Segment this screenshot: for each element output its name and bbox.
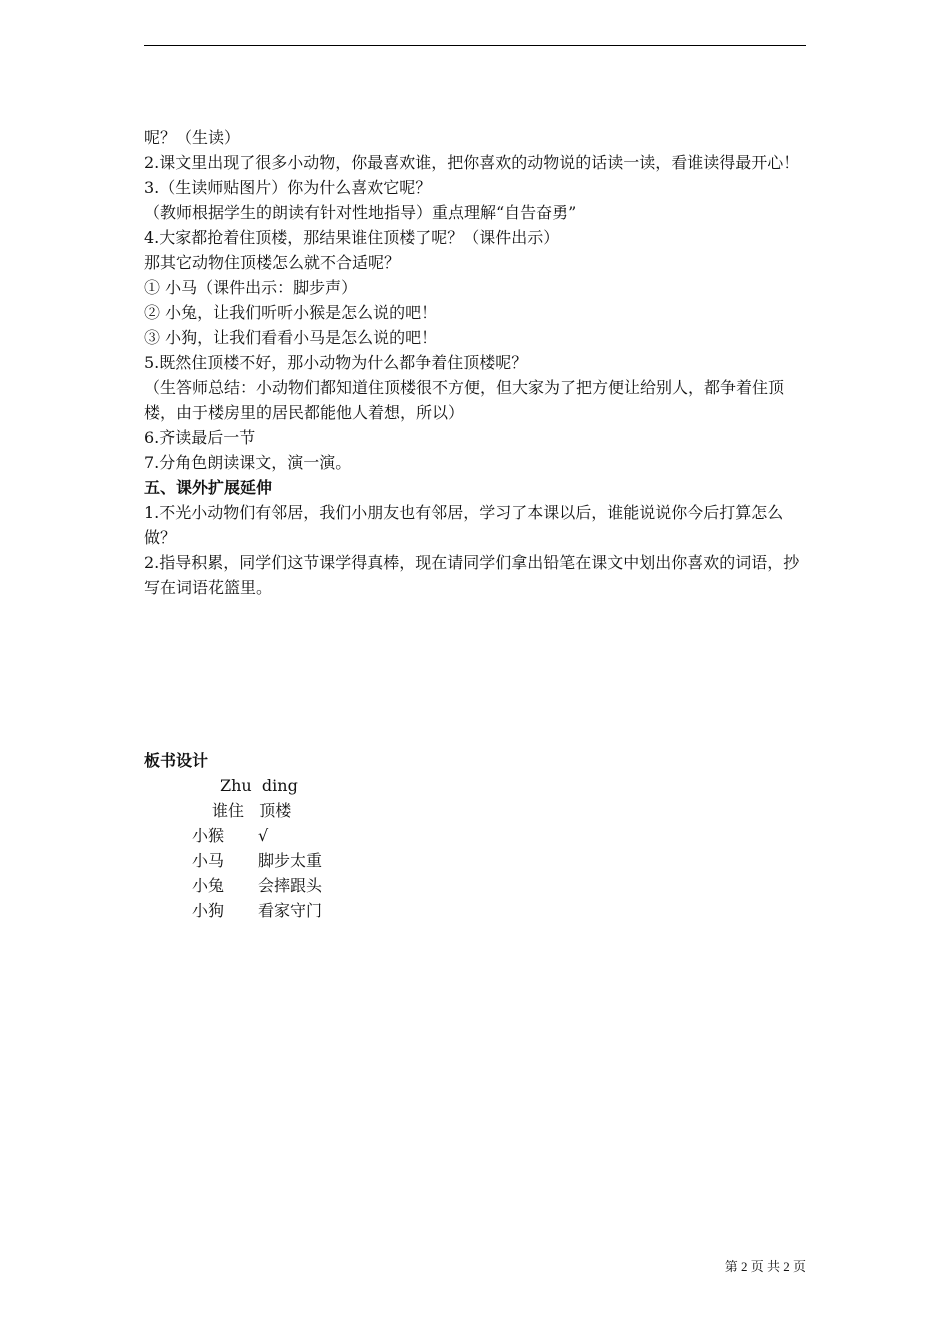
board-row xyxy=(144,848,322,873)
board-animal: 小兔 xyxy=(192,876,225,895)
board-note: 脚步太重 xyxy=(258,851,323,870)
body-line: ② 小兔，让我们听听小猴是怎么说的吧！ xyxy=(144,303,438,322)
body-line: 3.（生读师贴图片）你为什么喜欢它呢？ xyxy=(144,178,432,197)
body-line: ① 小马（课件出示：脚步声） xyxy=(144,278,358,297)
page-footer: 第 2 页 共 2 页 xyxy=(724,1259,806,1274)
body-line: （教师根据学生的朗读有针对性地指导）重点理解“自告奋勇” xyxy=(144,203,577,222)
board-animal: 小猴 xyxy=(192,826,225,845)
board-title: 板书设计 xyxy=(144,751,209,770)
board-row xyxy=(144,898,322,923)
body-line: ③ 小狗，让我们看看小马是怎么说的吧！ xyxy=(144,328,438,347)
body-line: 1.不光小动物们有邻居，我们小朋友也有邻居，学习了本课以后，谁能说说你今后打算怎么做？ xyxy=(144,503,784,547)
board-note: 看家守门 xyxy=(258,901,323,920)
board-hanzi: 谁住 顶楼 xyxy=(212,801,292,820)
body-line: 2.课文里出现了很多小动物，你最喜欢谁，把你喜欢的动物说的话读一读，看谁读得最开心！ xyxy=(144,153,800,172)
body-line: 7.分角色朗读课文，演一演。 xyxy=(144,453,352,472)
header-rule xyxy=(144,45,806,46)
body-line: 2.指导积累，同学们这节课学得真棒，现在请同学们拿出铅笔在课文中划出你喜欢的词语，抄写在词语花篮里。 xyxy=(144,553,800,597)
body-line: 5.既然住顶楼不好，那小动物为什么都争着住顶楼呢？ xyxy=(144,353,528,372)
body-line: 4.大家都抢着住顶楼，那结果谁住顶楼了呢？（课件出示） xyxy=(144,228,560,247)
board-pinyin: Zhu ding xyxy=(220,776,298,795)
body-line: 6.齐读最后一节 xyxy=(144,428,256,447)
board-note: 会摔跟头 xyxy=(258,876,323,895)
board-animal: 小马 xyxy=(192,851,225,870)
board-row xyxy=(144,823,322,848)
body-line: 呢？（生读） xyxy=(144,128,241,147)
lesson-body xyxy=(144,125,810,600)
board-note: √ xyxy=(258,826,269,845)
section-heading: 五、课外扩展延伸 xyxy=(144,478,273,497)
board-row xyxy=(144,873,322,898)
body-line: （生答师总结：小动物们都知道住顶楼很不方便，但大家为了把方便让给别人，都争着住顶楼，由于楼房里的居民都能他人着想，所以） xyxy=(144,378,785,422)
body-line: 那其它动物住顶楼怎么就不合适呢？ xyxy=(144,253,401,272)
board-animal: 小狗 xyxy=(192,901,225,920)
board-design xyxy=(144,748,322,923)
